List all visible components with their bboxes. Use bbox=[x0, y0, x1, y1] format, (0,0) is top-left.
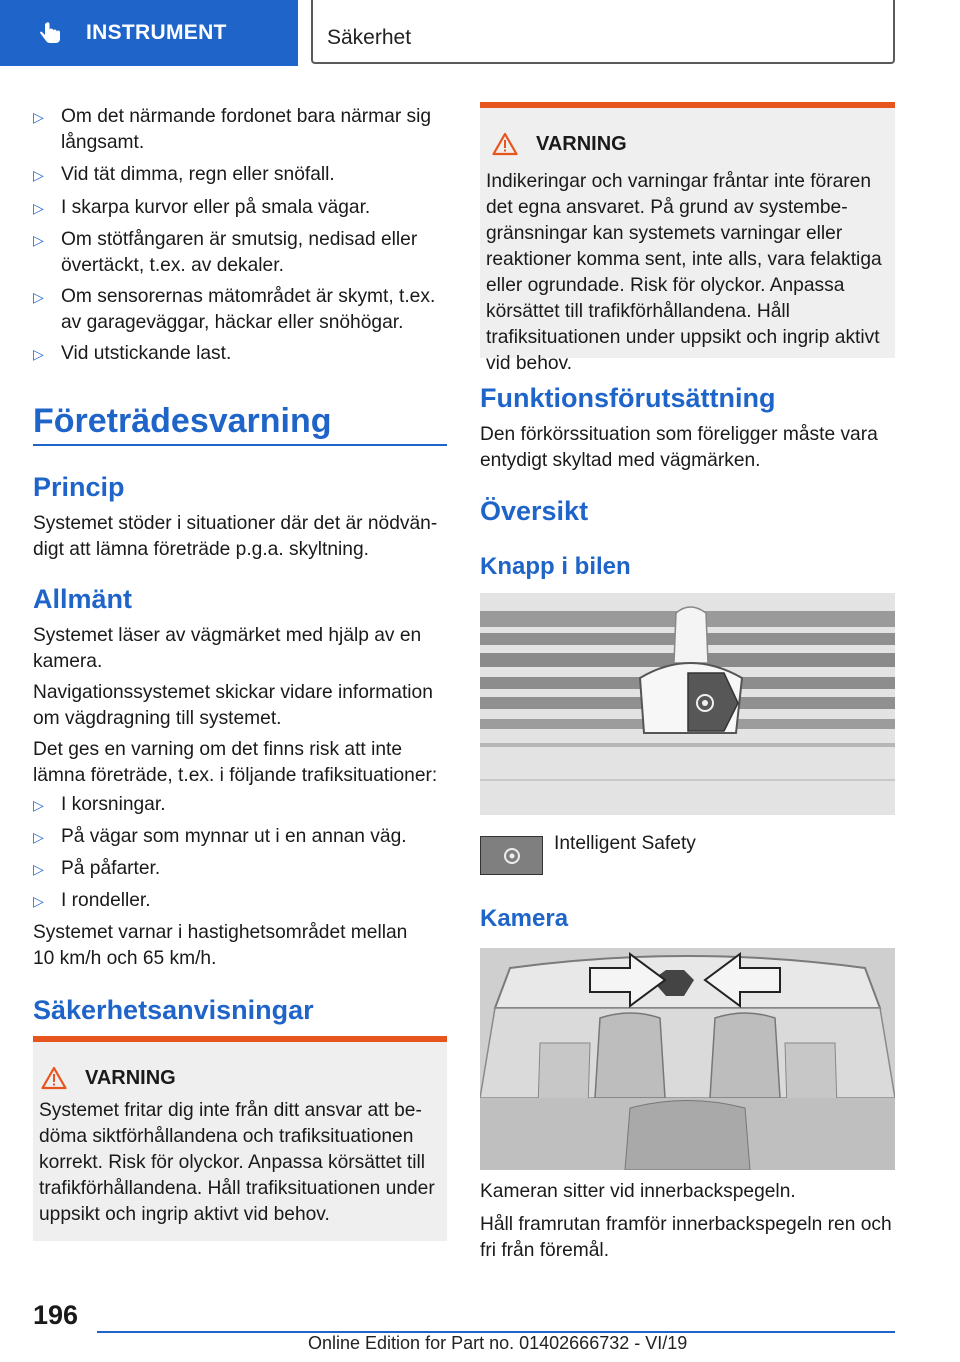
warning-triangle-icon bbox=[41, 1066, 67, 1090]
list-item: ▷ På påfarter. bbox=[33, 856, 447, 882]
list-item: ▷ Vid utstickande last. bbox=[33, 341, 447, 367]
intelligent-safety-button-icon bbox=[480, 836, 543, 875]
bullet-triangle-icon: ▷ bbox=[33, 893, 44, 909]
allmant-heading: Allmänt bbox=[33, 584, 133, 614]
list-item: ▷ I rondeller. bbox=[33, 888, 447, 914]
page-heading: Företrädesvarning bbox=[33, 402, 332, 440]
bullet-triangle-icon: ▷ bbox=[33, 167, 44, 183]
safety-icon bbox=[502, 846, 522, 866]
bullet-triangle-icon: ▷ bbox=[33, 346, 44, 362]
princip-text: Systemet stöder i situationer där det är nödvändigt att lämna företräde p.g.a. skyltning. bbox=[33, 513, 438, 560]
bullet-triangle-icon: ▷ bbox=[33, 829, 44, 845]
right-column bbox=[480, 102, 895, 1262]
list-item: ▷ Om sensorernas mätområdet är skymt, t.ex. av garageväggar, häckar eller snöhögar. bbox=[33, 286, 436, 333]
warning-text: Indikeringar och varningar fråntar inte föraren det egna ansvaret. På grund av systembegränsningar kan systemets varningar eller reaktioner komma sent, inte alls, vara felaktiga eller ogrundade. Risk för olyckor. Anpassa körsättet till trafikförhållandena. Håll trafiksituationen under uppsikt och ingrip aktivt vid behov. bbox=[486, 171, 882, 374]
bullet-triangle-icon: ▷ bbox=[33, 200, 44, 216]
funktion-text: Den förkörssituation som föreligger måste vara entydigt skyltad med vägmärken. bbox=[480, 424, 878, 471]
funktion-heading: Funktionsförutsättning bbox=[480, 383, 776, 413]
oversikt-heading: Översikt bbox=[480, 496, 589, 526]
knapp-heading: Knapp i bilen bbox=[480, 553, 631, 580]
warning-header: VARNING bbox=[492, 132, 627, 156]
car-grille-drawing bbox=[480, 593, 895, 815]
list-item: ▷ Om stötfångaren är smutsig, nedisad eller övertäckt, t.ex. av dekaler. bbox=[33, 229, 418, 276]
warning-text: Systemet fritar dig inte från ditt ansvar att bedöma siktförhållandena och trafiksituationen korrekt. Risk för olyckor. Anpassa körsättet till trafikförhållandena. Håll trafiksituationen under uppsikt och ingrip aktivt vid behov. bbox=[39, 1100, 435, 1225]
edition-text: Online Edition for Part no. 01402666732 - VI/19 bbox=[308, 1333, 688, 1353]
bullet-triangle-icon: ▷ bbox=[33, 797, 44, 813]
chapter-tab-label: INSTRUMENT bbox=[86, 21, 227, 44]
warning-box bbox=[33, 1036, 447, 1241]
heading-rule bbox=[33, 444, 447, 446]
bullet-triangle-icon: ▷ bbox=[33, 289, 44, 305]
list-item: ▷ På vägar som mynnar ut i en annan väg. bbox=[33, 824, 447, 850]
chapter-tab[interactable] bbox=[0, 0, 298, 66]
bullet-triangle-icon: ▷ bbox=[33, 861, 44, 877]
car-interior-drawing bbox=[480, 948, 895, 1170]
page-number: 196 bbox=[33, 1300, 79, 1330]
warning-header: VARNING bbox=[41, 1066, 176, 1090]
list-item: ▷ I skarpa kurvor eller på smala vägar. bbox=[33, 195, 447, 221]
hand-pointer-icon bbox=[38, 20, 64, 46]
car-button-illustration bbox=[480, 593, 895, 815]
bullet-triangle-icon: ▷ bbox=[33, 109, 44, 125]
allmant-paragraph: Systemet läser av vägmärket med hjälp av en kamera. bbox=[33, 625, 422, 672]
allmant-paragraph: Det ges en varning om det finns risk att inte lämna företräde, t.ex. i följande trafiksituationer: bbox=[33, 739, 438, 786]
warning-triangle-icon bbox=[492, 132, 518, 156]
button-caption: Intelligent Safety bbox=[554, 833, 696, 854]
warning-box bbox=[480, 102, 895, 374]
princip-heading: Princip bbox=[33, 472, 125, 502]
section-title: Säkerhet bbox=[311, 0, 895, 64]
kamera-paragraph: Kameran sitter vid innerbackspegeln. bbox=[480, 1181, 796, 1202]
sakerhet-heading: Säkerhetsanvisningar bbox=[33, 995, 314, 1025]
kamera-heading: Kamera bbox=[480, 905, 569, 932]
list-item: ▷ I korsningar. bbox=[33, 792, 447, 818]
allmant-paragraph: Systemet varnar i hastighetsområdet mellan 10 km/h och 65 km/h. bbox=[33, 922, 408, 969]
left-column bbox=[33, 102, 447, 1252]
list-item: ▷ Vid tät dimma, regn eller snöfall. bbox=[33, 162, 447, 188]
allmant-paragraph: Navigationssystemet skickar vidare information om vägdragning till systemet. bbox=[33, 682, 433, 729]
kamera-paragraph: Håll framrutan framför innerbackspegeln ren och fri från föremål. bbox=[480, 1214, 892, 1261]
bullet-triangle-icon: ▷ bbox=[33, 232, 44, 248]
list-item: ▷ Om det närmande fordonet bara närmar sig långsamt. bbox=[33, 106, 432, 153]
camera-illustration bbox=[480, 948, 895, 1170]
